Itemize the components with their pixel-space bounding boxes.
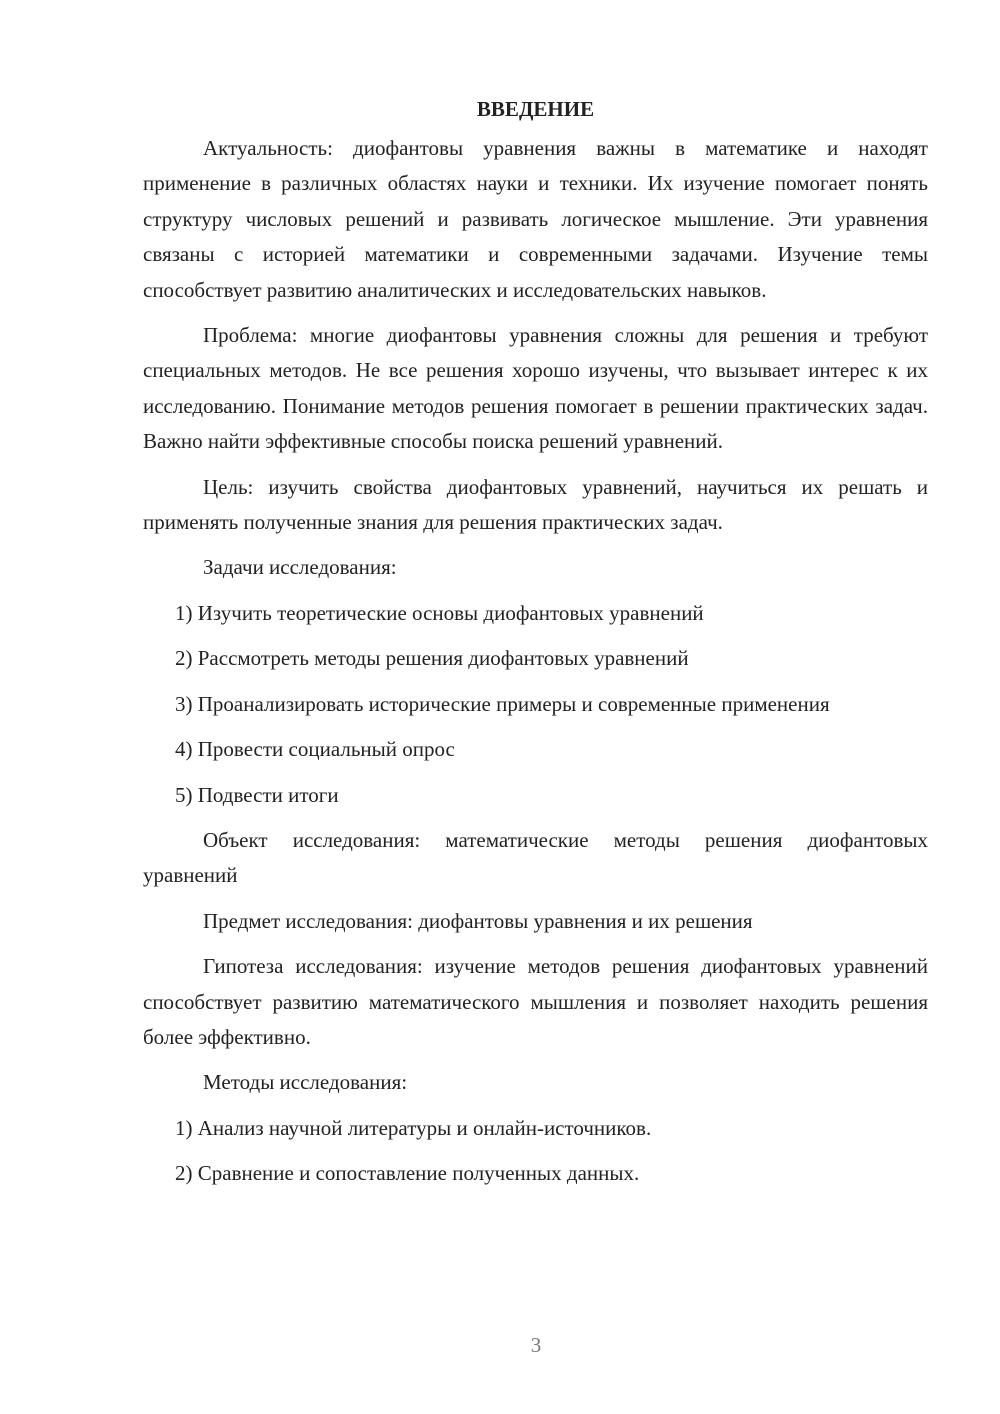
problem-paragraph: Проблема: многие диофантовы уравнения сложны для решения и требуют специальных методов. Не все решения хорошо изучены, что вызывает интерес к их исследованию. Понимание методов решения помогает в решении практических задач. Важно найти эффективные способы поиска решений уравнений. [143, 323, 928, 454]
methods-heading: Методы исследования: [203, 1070, 408, 1095]
document-page [143, 92, 928, 1202]
method-item: 1) Анализ научной литературы и онлайн-источников. [175, 1115, 652, 1140]
task-item: 3) Проанализировать исторические примеры и современные применения [175, 691, 830, 716]
task-item: 5) Подвести итоги [175, 782, 339, 807]
page-number: 3 [530, 1333, 542, 1357]
task-item: 1) Изучить теоретические основы диофантовых уравнений [175, 600, 704, 625]
hypothesis-paragraph: Гипотеза исследования: изучение методов решения диофантовых уравнений способствует развитию математического мышления и позволяет находить решения более эффективно. [143, 954, 928, 1049]
method-item: 2) Сравнение и сопоставление полученных данных. [175, 1161, 640, 1186]
section-title: ВВЕДЕНИЕ [476, 97, 595, 121]
task-item: 4) Провести социальный опрос [175, 737, 455, 762]
goal-paragraph: Цель: изучить свойства диофантовых уравнений, научиться их решать и применять полученные знания для решения практических задач. [143, 474, 928, 535]
relevance-paragraph: Актуальность: диофантовы уравнения важны в математике и находят применение в различных областях науки и техники. Их изучение помогает понять структуру числовых решений и развивать логическое мышление. Эти уравнения связаны с историей математики и современными задачами. Изучение темы способствует развитию аналитических и исследовательских навыков. [143, 136, 928, 302]
tasks-heading: Задачи исследования: [203, 555, 397, 580]
subject-paragraph: Предмет исследования: диофантовы уравнения и их решения [203, 908, 753, 933]
task-item: 2) Рассмотреть методы решения диофантовых уравнений [175, 646, 689, 671]
object-paragraph: Объект исследования: математические методы решения диофантовых уравнений [143, 827, 928, 888]
